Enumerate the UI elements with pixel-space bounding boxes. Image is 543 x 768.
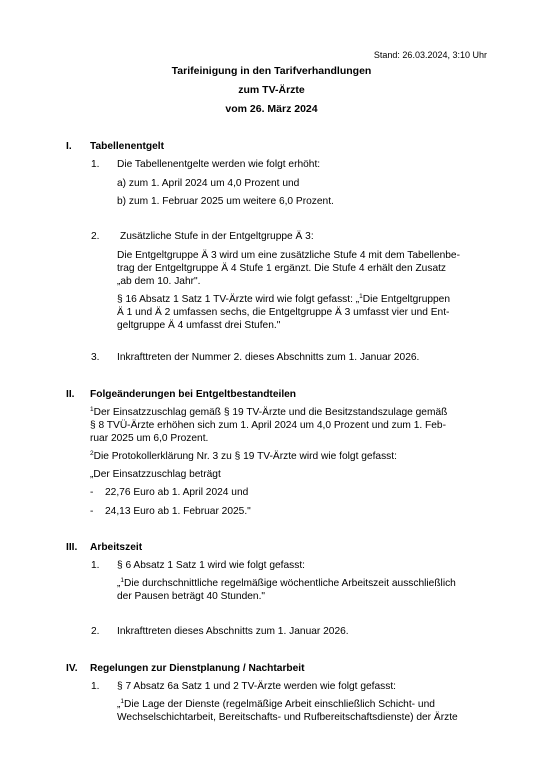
quote-text: § 16 Absatz 1 Satz 1 TV-Ärzte wird wie folgt gefasst: „ <box>117 294 360 305</box>
document-title-line-3: vom 26. März 2024 <box>225 103 318 115</box>
section-1-item-1-b: b) zum 1. Februar 2025 um weitere 6,0 Prozent. <box>117 196 334 207</box>
section-4-item-1-number: 1. <box>91 681 100 692</box>
section-3-item-2-number: 2. <box>91 626 100 637</box>
section-3-title: Arbeitszeit <box>90 542 143 553</box>
sentence-number: 1 <box>359 293 363 300</box>
section-4-item-1-quote-line-1 <box>117 698 477 711</box>
sentence-number: 1 <box>120 577 125 584</box>
section-1-item-2-line-2: trag der Entgeltgruppe Ä 4 Stufe 1 ergänzt. Die Stufe 4 erhält den Zusatz <box>117 263 447 274</box>
section-1-item-2-number: 2. <box>91 231 100 242</box>
section-1-item-2-title: Zusätzliche Stufe in der Entgeltgruppe Ä 3: <box>120 231 314 242</box>
section-1-item-3-text: Inkrafttreten der Nummer 2. dieses Abschnitts zum 1. Januar 2026. <box>117 352 420 363</box>
section-4-item-1-text: § 7 Absatz 6a Satz 1 und 2 TV-Ärzte werden wie folgt gefasst: <box>117 681 396 692</box>
quote-open: „ <box>117 578 121 589</box>
section-2-dash-item-1: 22,76 Euro ab 1. April 2024 und <box>105 487 249 498</box>
section-3-item-1-text: § 6 Absatz 1 Satz 1 wird wie folgt gefasst: <box>117 560 306 571</box>
section-1-item-2-line-3: „ab dem 10. Jahr". <box>117 276 201 287</box>
quote-text: Die durchschnittliche regelmäßige wöchentliche Arbeitszeit ausschließlich <box>124 578 456 589</box>
section-1-item-1-a: a) zum 1. April 2024 um 4,0 Prozent und <box>117 178 300 189</box>
sentence-number: 2 <box>90 450 94 457</box>
quote-open: „ <box>117 699 121 710</box>
section-3-item-2-text: Inkrafttreten dieses Abschnitts zum 1. Januar 2026. <box>117 626 349 637</box>
list-dash: - <box>90 487 94 498</box>
section-2-dash-item-2: 24,13 Euro ab 1. Februar 2025." <box>105 506 251 517</box>
section-4-title: Regelungen zur Dienstplanung / Nachtarbeit <box>90 663 305 674</box>
section-1-item-2-quote-line-1 <box>117 293 477 306</box>
section-1-item-2-line-1: Die Entgeltgruppe Ä 3 wird um eine zusätzliche Stufe 4 mit dem Tabellenbe- <box>117 250 460 261</box>
document-timestamp: Stand: 26.03.2024, 3:10 Uhr <box>373 50 487 60</box>
list-dash: - <box>90 506 94 517</box>
section-1-item-2-quote-line-2: Ä 1 und Ä 2 umfassen sechs, die Entgeltgruppe Ä 3 umfasst vier und Ent- <box>117 307 450 318</box>
sentence-number: 1 <box>90 406 94 413</box>
document-title-line-1: Tarifeinigung in den Tarifverhandlungen <box>171 65 372 77</box>
section-3-item-1-number: 1. <box>91 560 100 571</box>
section-3-item-1-quote-line-1 <box>117 577 477 590</box>
section-2-line-3: ruar 2025 um 6,0 Prozent. <box>90 433 209 444</box>
section-2-line-5: „Der Einsatzzuschlag beträgt <box>90 469 221 480</box>
section-3-item-1-quote-line-2: der Pausen beträgt 40 Stunden." <box>117 591 266 602</box>
sentence-number: 1 <box>120 698 125 705</box>
section-3-number: III. <box>66 542 78 553</box>
section-1-item-2-quote-line-3: geltgruppe Ä 4 umfasst drei Stufen." <box>117 320 281 331</box>
quote-text: Die Lage der Dienste (regelmäßige Arbeit einschließlich Schicht- und <box>124 699 435 710</box>
section-4-item-1-quote-line-2: Wechselschichtarbeit, Bereitschafts- und Rufbereitschaftsdienste) der Ärzte <box>117 712 458 723</box>
section-2-line-2: § 8 TVÜ-Ärzte erhöhen sich zum 1. April 2024 um 4,0 Prozent und zum 1. Feb- <box>90 420 446 431</box>
section-1-item-1-text: Die Tabellenentgelte werden wie folgt erhöht: <box>117 159 321 170</box>
section-2-title: Folgeänderungen bei Entgeltbestandteilen <box>90 389 297 400</box>
section-1-item-3-number: 3. <box>91 352 100 363</box>
quote-text: Die Entgeltgruppen <box>362 294 451 305</box>
section-2-number: II. <box>66 389 75 400</box>
document-title-line-2: zum TV-Ärzte <box>238 84 305 96</box>
section-4-number: IV. <box>66 663 78 674</box>
section-1-title: Tabellenentgelt <box>90 141 164 152</box>
paragraph-text: Die Protokollerklärung Nr. 3 zu § 19 TV-Ärzte wird wie folgt gefasst: <box>93 451 397 462</box>
section-1-number: I. <box>66 141 72 152</box>
section-2-line-4 <box>90 450 480 463</box>
section-2-line-1 <box>90 406 480 419</box>
section-1-item-1-number: 1. <box>91 159 100 170</box>
paragraph-text: Der Einsatzzuschlag gemäß § 19 TV-Ärzte und die Besitzstandszulage gemäß <box>93 407 448 418</box>
